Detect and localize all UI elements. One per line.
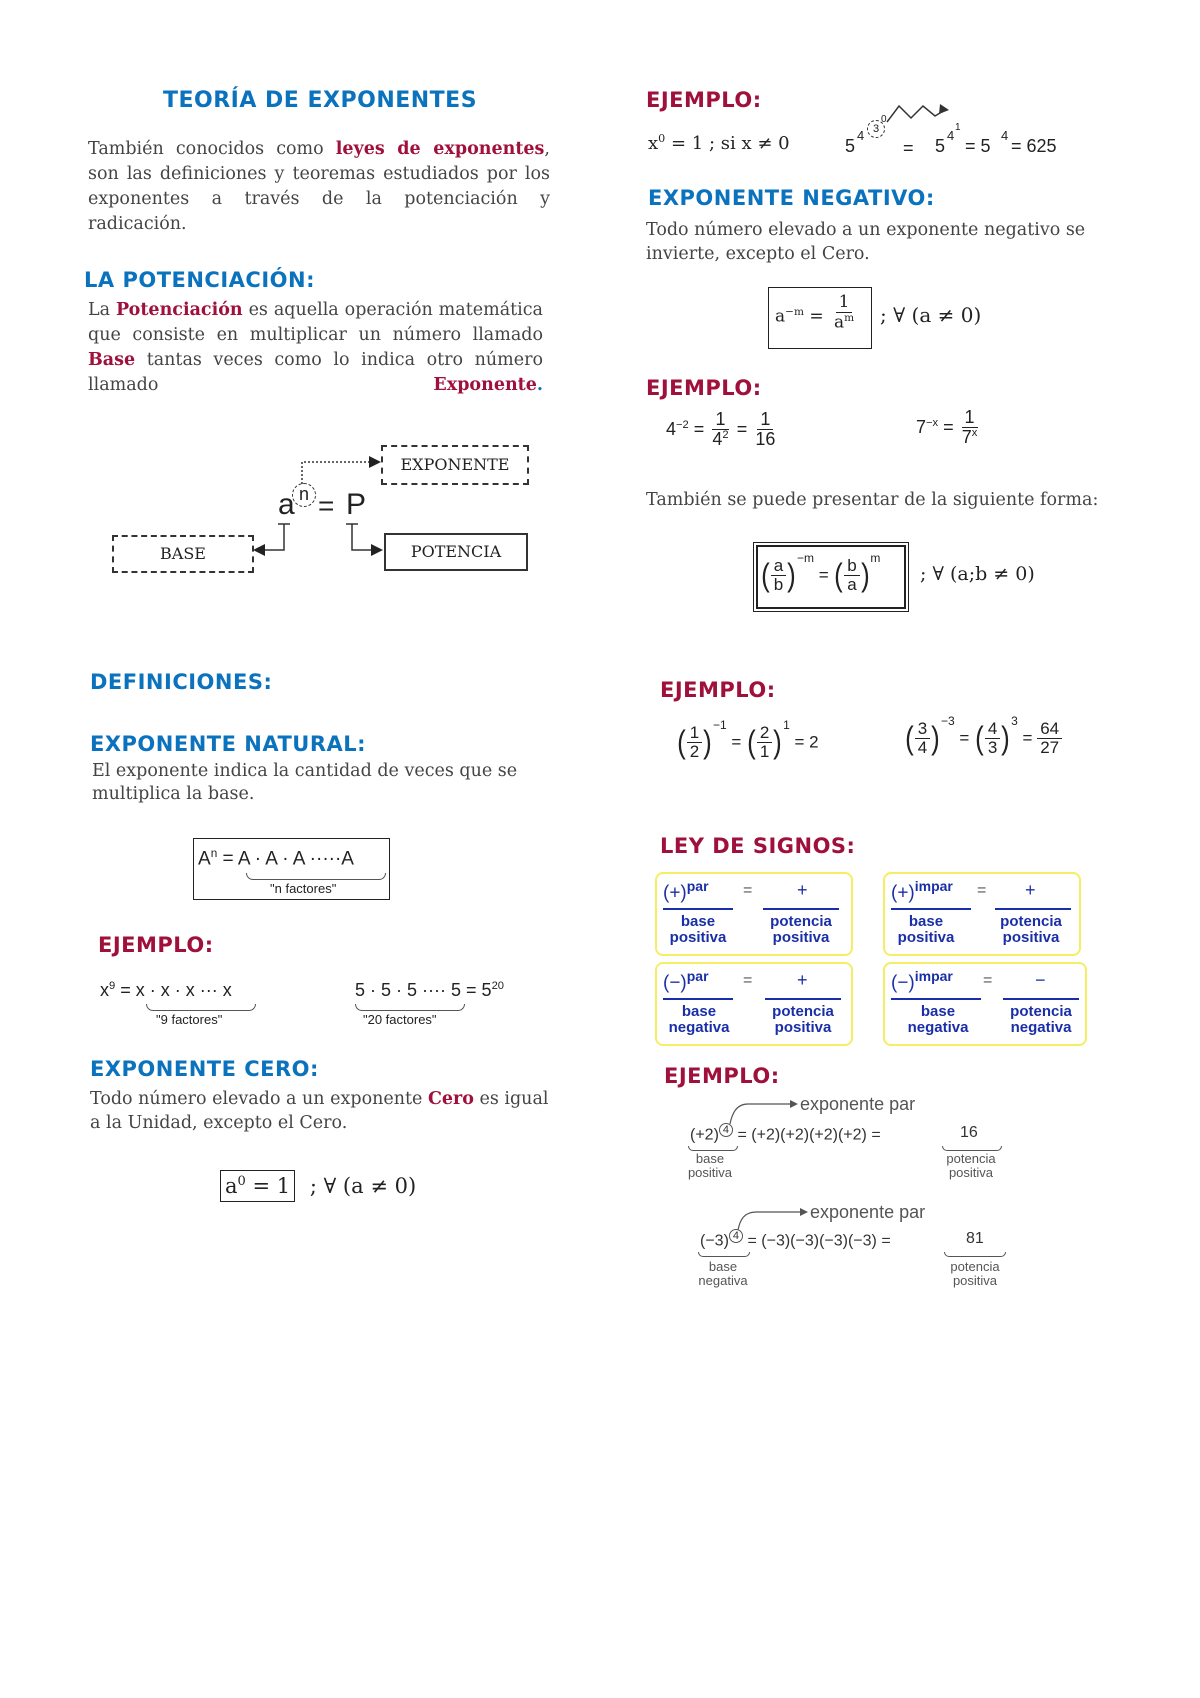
ej1-e1c: 0 (881, 114, 887, 125)
ej4b-exp: 4 (729, 1229, 743, 1243)
ej3b-po2: ( (975, 720, 984, 757)
natural-example-1 (100, 980, 270, 1030)
neg-exp: −m (785, 306, 804, 318)
ex2-exp: 20 (491, 980, 504, 992)
sign2-l2a: potencia (1000, 913, 1062, 930)
ej3a-pc2: ) (773, 724, 783, 761)
sign-card-neg-par (655, 962, 853, 1046)
ej3a-n2: 2 (757, 724, 772, 743)
sign4-result: − (1035, 970, 1046, 990)
ej2a-eq: = (693, 418, 705, 439)
neg-fraction (831, 294, 857, 332)
ej1-base: x (648, 133, 659, 154)
ej3a-po2: ( (747, 724, 756, 761)
ej3b-d3: 27 (1040, 738, 1060, 758)
ej2-a (666, 410, 778, 470)
ej4-b (696, 1198, 1026, 1294)
sign4-base-sign: (−) (891, 972, 915, 994)
pot-highlight-potenciacion: Potenciación (115, 300, 243, 320)
sign4-line-result (1003, 998, 1079, 1000)
ej3b-d2: 3 (987, 738, 998, 758)
ex2-note: "20 factores" (363, 1012, 437, 1027)
sign2-base-sign: (+) (891, 882, 915, 904)
sign4-l1a: base (920, 1003, 956, 1020)
ej3b-d1: 4 (917, 738, 928, 758)
natural-heading: EXPONENTE NATURAL: (90, 732, 367, 756)
sign1-line-result (763, 908, 839, 910)
natural-lhs: A (198, 848, 211, 870)
sign1-label-base (663, 914, 733, 946)
ej1-eq2: = 5 (965, 136, 991, 156)
sign2-l2b: positiva (1002, 929, 1060, 946)
ej2b-eq: = (943, 416, 954, 437)
ej3a-e1: −1 (713, 718, 727, 732)
ej3a-e2: 1 (783, 718, 790, 732)
ej3a-frac1 (687, 724, 702, 761)
cero-formula-box (220, 1170, 295, 1202)
frac-2 (844, 557, 859, 594)
ej3b-pc1: ) (931, 720, 940, 757)
sign3-exp: par (686, 968, 709, 984)
neg-den (831, 313, 857, 333)
sign1-l1a: base (680, 913, 716, 930)
tambien-text: También se puede presentar de la siguiente forma: (646, 490, 1099, 510)
ej4b-brace-base (698, 1252, 750, 1257)
cero-base: a (225, 1174, 238, 1198)
sign4-l1b: negativa (907, 1019, 969, 1036)
definiciones-heading: DEFINICIONES: (90, 670, 273, 694)
ej4b-base: (−3) (700, 1232, 729, 1250)
paren-open-1: ( (761, 557, 770, 594)
ej4b-note: exponente par (810, 1202, 926, 1222)
ej2b-den-base: 7 (961, 426, 972, 447)
sign2-result: + (1025, 880, 1036, 900)
paren-open-2: ( (834, 557, 844, 594)
cero-heading: EXPONENTE CERO: (90, 1057, 319, 1081)
sign3-l2a: potencia (772, 1003, 834, 1020)
natural-example-2 (355, 976, 535, 1030)
ej3b-e2: 3 (1011, 714, 1018, 728)
ejemplo-label-2: EJEMPLO: (646, 376, 762, 400)
ej4-a (686, 1090, 1016, 1186)
neg-base: a (775, 306, 786, 327)
ej4b-label-result (944, 1260, 1006, 1288)
paren-close-2: ) (860, 557, 870, 594)
pot-highlight-exponente: Exponente (433, 375, 537, 395)
ej3a-frac2 (757, 724, 772, 761)
frac-n1: a (771, 557, 786, 576)
ej3b-po1: ( (905, 720, 914, 757)
sign1-base-sign: (+) (663, 882, 687, 904)
ej4a-exp: 4 (719, 1123, 733, 1137)
sign2-base (891, 878, 953, 904)
ejemplo-label-4: EJEMPLO: (664, 1064, 780, 1088)
ejemplo-label-1: EJEMPLO: (646, 88, 762, 112)
sign3-l1b: negativa (668, 1019, 730, 1036)
ej2-b (916, 408, 980, 468)
ej3b-e1: −3 (941, 714, 955, 728)
neg-den-base: a (834, 312, 845, 333)
ej2b-exp: −x (926, 416, 939, 429)
sign1-line-base (663, 908, 733, 910)
ej2a-den2: 16 (755, 428, 776, 449)
ej3b-eq: = (959, 728, 970, 748)
ej1-right (845, 100, 1085, 160)
sign3-l2b: positiva (774, 1019, 832, 1036)
neg-eq: = (809, 306, 824, 327)
sign2-label-result (991, 914, 1071, 946)
ej4b-l1a: base (708, 1259, 738, 1274)
ejemplo-label-natural: EJEMPLO: (98, 933, 214, 957)
ej2a-den (709, 430, 731, 449)
ej4a-label-base (680, 1152, 740, 1180)
ej4a-l2a: potencia (946, 1151, 996, 1166)
ej4a-formula (690, 1124, 881, 1144)
sign4-l2b: negativa (1010, 1019, 1072, 1036)
sign3-line-base (663, 998, 733, 1000)
exponente-box: EXPONENTE (381, 445, 529, 485)
ex2-brace (355, 1004, 465, 1011)
natural-formula (198, 847, 354, 870)
ej3a-n1: 1 (687, 724, 702, 743)
ej1-zigzag-arrow (885, 100, 955, 126)
diagram-arrows (100, 440, 540, 580)
cero-text-a: Todo número elevado a un exponente (90, 1089, 428, 1109)
sign3-label-result (763, 1004, 843, 1036)
sign1-result: + (797, 880, 808, 900)
ej3a-d2: 1 (759, 742, 770, 762)
ej2b-den (959, 428, 981, 447)
frac-formula-content (760, 551, 880, 594)
sign1-l2b: positiva (772, 929, 830, 946)
ex1-note: "9 factores" (156, 1012, 223, 1027)
ej1-e2b: 1 (955, 122, 961, 133)
ej4b-result: 81 (966, 1230, 984, 1247)
ex1-rhs: = x · x · x ··· x (120, 980, 232, 1000)
frac-exp1: −m (797, 551, 815, 565)
sign2-l1b: positiva (897, 929, 955, 946)
frac-1 (771, 557, 786, 594)
natural-note: "n factores" (270, 881, 337, 896)
neg-num: 1 (836, 294, 853, 313)
ej2b-lhs (916, 417, 954, 437)
ej1-eq1: = (903, 138, 914, 158)
potenciacion-diagram (100, 440, 540, 580)
pot-text-c: tantas veces como lo indica otro número llamado (88, 350, 543, 395)
ejemplo-label-3: EJEMPLO: (660, 678, 776, 702)
ej2a-base: 4 (666, 418, 677, 439)
natural-text: El exponente indica la cantidad de veces que se multiplica la base. (92, 761, 518, 804)
ej4a-expr: = (+2)(+2)(+2)(+2) = (737, 1126, 881, 1144)
sign4-line-base (891, 998, 981, 1000)
frac-formula-box (756, 545, 906, 609)
intro-text-b: , son las definiciones y teoremas estudiados por los exponentes a través de la potenciación y radicación. (88, 139, 550, 234)
neg-formula (768, 287, 1018, 351)
sign-card-neg-impar (883, 962, 1087, 1046)
sign4-label-result (1001, 1004, 1081, 1036)
sign3-line-result (765, 998, 841, 1000)
sign-card-pos-par (655, 872, 853, 956)
ej1-tail: = 625 (1011, 136, 1057, 156)
neg-lhs (775, 306, 824, 327)
ej4a-l1a: base (695, 1151, 725, 1166)
sign2-exp: impar (914, 878, 953, 894)
ex2-formula (355, 980, 504, 1001)
ej4a-note: exponente par (800, 1094, 916, 1114)
ej4b-brace-result (944, 1252, 1006, 1257)
pot-text-b: es aquella operación matemática que consiste en multiplicar un número llamado (88, 300, 543, 345)
ej4b-expr: = (−3)(−3)(−3)(−3) = (747, 1232, 891, 1250)
ej2a-frac2 (752, 410, 778, 449)
ej2a-lhs (666, 419, 704, 439)
diagram-base-a: a (278, 488, 295, 521)
ej4a-base: (+2) (690, 1126, 719, 1144)
ej3b-n1: 3 (915, 720, 930, 739)
ej3b-n2: 4 (985, 720, 1000, 739)
sign3-label-base (663, 1004, 735, 1036)
pot-text-a: La (88, 300, 116, 320)
cero-rhs: = 1 (252, 1174, 291, 1198)
ej4b-l1b: negativa (698, 1273, 748, 1288)
natural-brace (246, 873, 386, 880)
natural-lhs-exp: n (210, 847, 218, 860)
natural-formula-box (193, 838, 390, 900)
ej2a-frac1 (709, 410, 731, 449)
signos-heading: LEY DE SIGNOS: (660, 834, 856, 858)
cero-text-b: es igual a la Unidad, excepto el Cero. (90, 1089, 549, 1133)
frac-n2: b (844, 557, 859, 576)
sign2-eq: = (977, 882, 987, 899)
ej3b-frac3 (1037, 720, 1062, 757)
sign1-l2a: potencia (770, 913, 832, 930)
ej3b-frac2 (985, 720, 1000, 757)
ej2a-num: 1 (712, 410, 728, 430)
neg-condition: ; ∀ (a ≠ 0) (880, 303, 982, 327)
intro-text-a: También conocidos como (88, 139, 336, 159)
cero-formula (220, 1170, 416, 1202)
ej1-exp: 0 (658, 132, 666, 145)
pot-text-d: . (536, 375, 543, 395)
cero-condition: ; ∀ (a ≠ 0) (309, 1174, 417, 1198)
sign-card-pos-impar (883, 872, 1081, 956)
base-box: BASE (112, 535, 254, 573)
ej3b-frac1 (915, 720, 930, 757)
ej3b-pc2: ) (1001, 720, 1011, 757)
potenciacion-heading: LA POTENCIACIÓN: (84, 268, 315, 292)
sign1-exp: par (686, 878, 709, 894)
ex1-brace (146, 1004, 256, 1011)
ej2b-frac (959, 408, 981, 447)
sign3-base (663, 968, 709, 994)
neg-formula-box (768, 287, 872, 349)
frac-d1: b (773, 575, 784, 595)
ej1-left (648, 132, 790, 154)
diagram-P: P (346, 488, 367, 521)
sign1-l1b: positiva (669, 929, 727, 946)
sign2-line-base (891, 908, 971, 910)
negativo-text: Todo número elevado a un exponente negativo se invierte, excepto el Cero. (646, 220, 1086, 264)
ej2a-den-exp: 2 (722, 428, 729, 441)
ej2b-base: 7 (916, 416, 927, 437)
cero-exp: 0 (237, 1174, 246, 1189)
ej2a-exp: −2 (676, 418, 689, 431)
neg-den-exp: m (844, 311, 855, 324)
cero-paragraph (90, 1087, 552, 1135)
sign4-label-base (895, 1004, 981, 1036)
sign2-label-base (891, 914, 961, 946)
ej2b-num: 1 (962, 408, 978, 428)
ex2-rhs: = 5 (466, 980, 492, 1000)
ej2a-eq2: = (736, 418, 748, 439)
ej4a-l1b: positiva (687, 1165, 733, 1180)
ej3b-eq2: = (1022, 728, 1033, 748)
ej4a-result: 16 (960, 1124, 978, 1141)
sign1-eq: = (743, 882, 753, 899)
sign2-line-result (995, 908, 1071, 910)
frac-condition: ; ∀ (a;b ≠ 0) (920, 563, 1035, 585)
ej4b-l2a: potencia (950, 1259, 1000, 1274)
sign1-label-result (761, 914, 841, 946)
pot-highlight-base: Base (88, 350, 136, 370)
sign3-base-sign: (−) (663, 972, 687, 994)
ej1-b1: 5 (845, 136, 856, 156)
sign3-l1a: base (681, 1003, 717, 1020)
ej1-b2: 5 (935, 136, 946, 156)
ej3-b (904, 714, 1062, 757)
ex1-lhs: x (100, 980, 109, 1000)
potencia-box: POTENCIA (384, 533, 528, 571)
intro-highlight: leyes de exponentes (335, 139, 545, 159)
ej3a-tail: = 2 (794, 732, 819, 752)
ex1-exp: 9 (109, 980, 116, 992)
sign3-result: + (797, 970, 808, 990)
sign4-l2a: potencia (1010, 1003, 1072, 1020)
intro-paragraph (88, 137, 550, 237)
ej4b-l2b: positiva (952, 1273, 998, 1288)
diagram-equals: = (318, 490, 335, 521)
frac-d2: a (847, 575, 857, 595)
ej1-e1: 4 (857, 128, 865, 143)
ex2-lhs: 5 · 5 · 5 ···· 5 (355, 980, 462, 1000)
sign4-eq: = (983, 972, 993, 989)
ej2a-den-base: 4 (712, 428, 723, 449)
frac-formula (754, 543, 1084, 613)
natural-rhs: = A · A · A ·····A (222, 848, 354, 870)
ej3a-d1: 2 (689, 742, 700, 762)
frac-exp2: m (870, 551, 881, 565)
ej3-a (676, 718, 819, 761)
ej3a-pc1: ) (703, 724, 712, 761)
cero-highlight: Cero (427, 1089, 474, 1109)
ej1-rhs: = 1 ; si x ≠ 0 (671, 133, 790, 154)
sign1-base (663, 878, 709, 904)
ej4b-formula (700, 1230, 891, 1250)
sign2-l1a: base (908, 913, 944, 930)
ej3a-eq: = (731, 732, 742, 752)
ej4a-label-result (940, 1152, 1002, 1180)
potenciacion-paragraph (88, 298, 543, 398)
negativo-heading: EXPONENTE NEGATIVO: (648, 186, 935, 210)
sign4-base (891, 968, 953, 994)
ej4b-label-base (692, 1260, 754, 1288)
sign4-exp: impar (914, 968, 953, 984)
ej1-e2: 4 (947, 128, 955, 143)
paren-close-1: ) (787, 557, 796, 594)
ej2a-num2: 1 (757, 410, 773, 430)
frac-eq: = (818, 565, 829, 585)
ej1-e3: 4 (1001, 128, 1009, 143)
ej3b-n3: 64 (1037, 720, 1062, 739)
ej1-e1b: 3 (867, 120, 885, 138)
ej4a-l2b: positiva (948, 1165, 994, 1180)
ex1-formula (100, 980, 232, 1001)
ej2b-den-exp: x (971, 426, 978, 439)
diagram-exponent-n: n (292, 483, 316, 507)
page-title: TEORÍA DE EXPONENTES (163, 88, 478, 113)
ej3a-po1: ( (677, 724, 686, 761)
sign3-eq: = (743, 972, 753, 989)
